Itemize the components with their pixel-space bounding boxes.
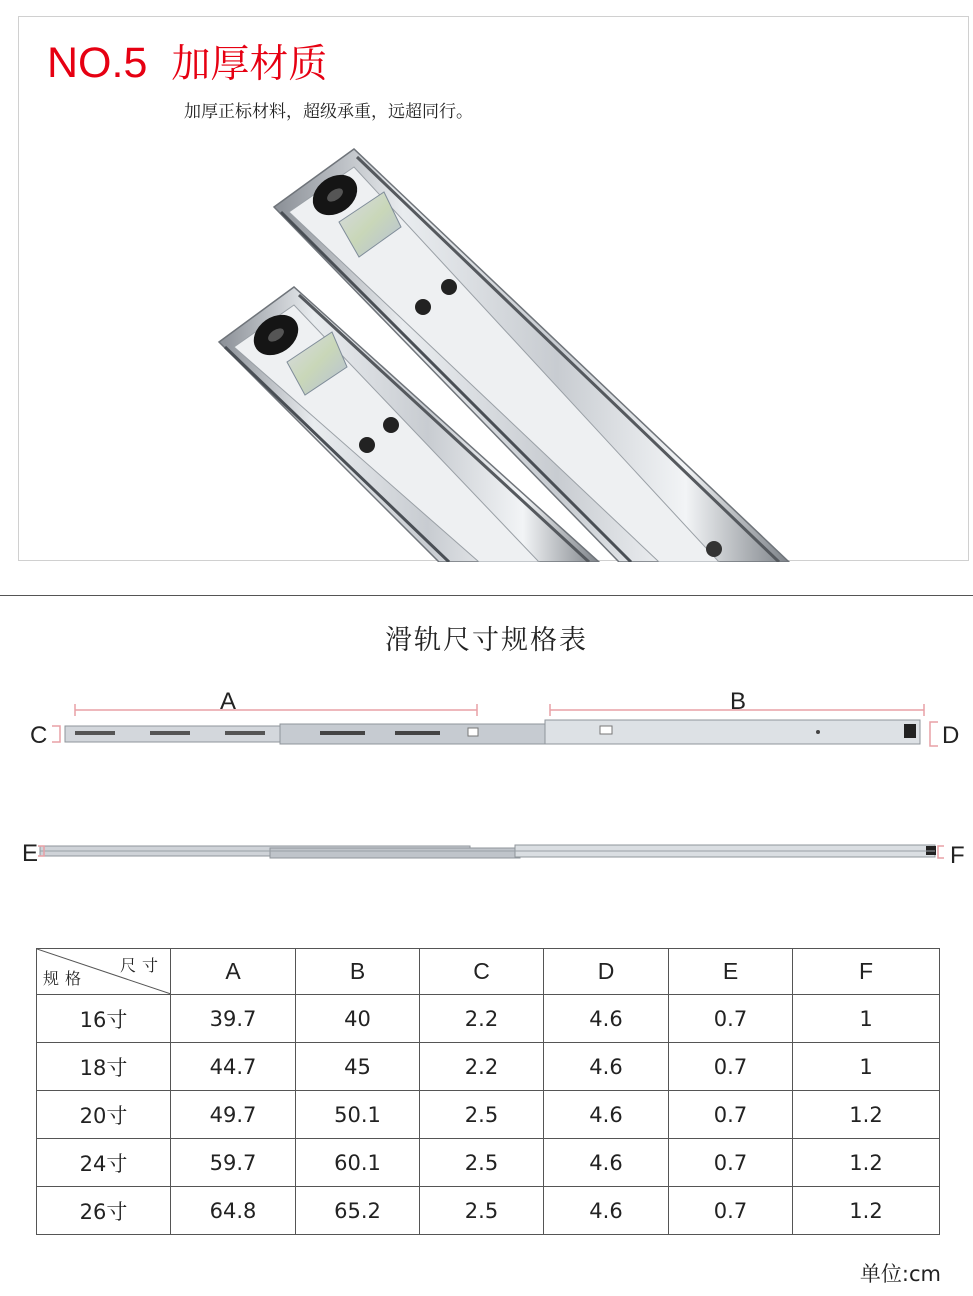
table-cell: 1.2 [793,1187,940,1235]
table-cell: 1 [793,1043,940,1091]
dimension-bracket-d [930,722,938,746]
dimension-label-c: C [30,722,48,749]
dimension-bracket-c [52,726,60,742]
table-cell: 64.8 [171,1187,296,1235]
table-cell: 60.1 [296,1139,420,1187]
row-size-cell: 20寸 [37,1091,171,1139]
column-header: F [793,949,940,995]
spec-table [36,948,940,1235]
row-size-cell: 18寸 [37,1043,171,1091]
dimension-label-b: B [730,688,747,715]
table-cell: 4.6 [544,1139,669,1187]
table-cell: 44.7 [171,1043,296,1091]
table-cell: 39.7 [171,995,296,1043]
table-row [37,1139,940,1187]
table-cell: 4.6 [544,995,669,1043]
dimension-label-d: D [942,722,960,749]
row-size-cell: 26寸 [37,1187,171,1235]
table-header-row [37,949,940,995]
table-cell: 50.1 [296,1091,420,1139]
column-header: B [296,949,420,995]
dimension-label-e: E [22,840,39,867]
table-cell: 1 [793,995,940,1043]
feature-number: NO.5 [47,39,148,87]
unit-note: 单位:cm [859,1262,941,1286]
column-header: E [669,949,793,995]
feature-subtitle: 加厚正标材料，超级承重，远超同行。 [184,102,473,122]
dimension-label-f: F [950,842,965,869]
table-cell: 2.5 [420,1187,544,1235]
table-cell: 49.7 [171,1091,296,1139]
dimension-bracket-f [938,846,944,858]
table-cell: 0.7 [669,995,793,1043]
table-cell: 2.2 [420,1043,544,1091]
rail-side-view [40,845,936,858]
table-row [37,1091,940,1139]
table-cell: 40 [296,995,420,1043]
table-row [37,995,940,1043]
table-cell: 2.5 [420,1091,544,1139]
corner-label-dimension: 尺寸 [119,958,164,975]
table-cell: 1.2 [793,1139,940,1187]
corner-label-spec: 规格 [43,971,88,988]
table-cell: 45 [296,1043,420,1091]
table-cell: 59.7 [171,1139,296,1187]
table-row [37,1187,940,1235]
table-cell: 0.7 [669,1187,793,1235]
table-cell: 0.7 [669,1139,793,1187]
table-cell: 4.6 [544,1187,669,1235]
table-cell: 2.2 [420,995,544,1043]
table-cell: 4.6 [544,1091,669,1139]
table-cell: 1.2 [793,1091,940,1139]
column-header: D [544,949,669,995]
dimension-line-a [75,704,477,716]
table-cell: 65.2 [296,1187,420,1235]
rail-top-view [65,720,920,744]
feature-title: 加厚材质 [171,42,328,87]
table-cell: 2.5 [420,1139,544,1187]
table-cell: 4.6 [544,1043,669,1091]
dimension-label-a: A [220,688,237,715]
column-header: A [171,949,296,995]
row-size-cell: 16寸 [37,995,171,1043]
row-size-cell: 24寸 [37,1139,171,1187]
spec-title: 滑轨尺寸规格表 [385,625,588,656]
table-cell: 0.7 [669,1091,793,1139]
column-header: C [420,949,544,995]
table-row [37,1043,940,1091]
table-cell: 0.7 [669,1043,793,1091]
table-corner-cell [37,949,171,995]
